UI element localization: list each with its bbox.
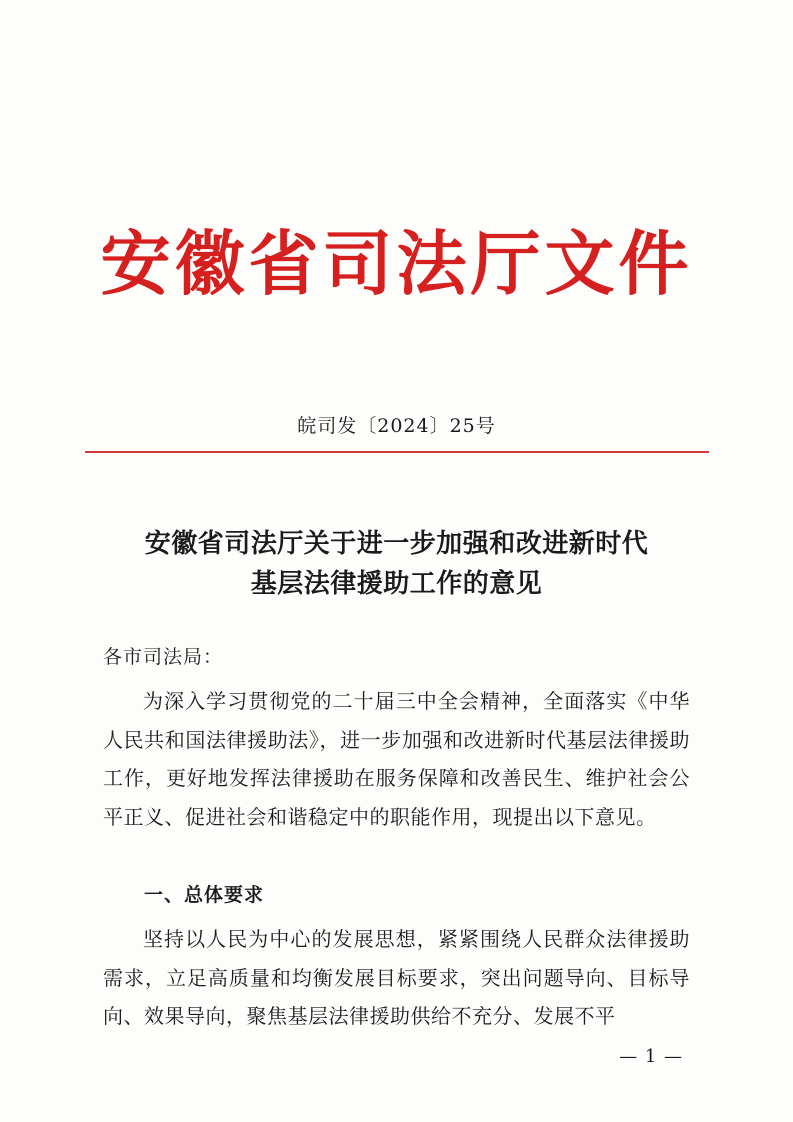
page-number: — 1 — — [619, 1046, 683, 1067]
issuing-authority-header: 安徽省司法厅文件 — [100, 222, 693, 305]
body-paragraph-1: 为深入学习贯彻党的二十届三中全会精神，全面落实《中华人民共和国法律援助法》，进一步加强和改进新时代基层法律援助工作，更好地发挥法律援助在服务保障和改善民生、维护社会公平正义、促进社会和谐稳定中的职能作用，现提出以下意见。 — [103, 689, 690, 829]
document-title-line-2: 基层法律援助工作的意见 — [250, 569, 543, 599]
body-paragraph-2: 坚持以人民为中心的发展思想，紧紧围绕人民群众法律援助需求，立足高质量和均衡发展目标要求，突出问题导向、目标导向、效果导向，聚焦基层法律援助供给不充分、发展不平 — [103, 927, 690, 1029]
document-title-line-1: 安徽省司法厅关于进一步加强和改进新时代 — [144, 529, 649, 559]
salutation: 各市司法局： — [103, 646, 224, 668]
red-divider-line — [85, 451, 709, 453]
section-heading-general-requirements: 一、总体要求 — [144, 884, 265, 906]
document-number: 皖司发〔2024〕25号 — [297, 415, 496, 437]
